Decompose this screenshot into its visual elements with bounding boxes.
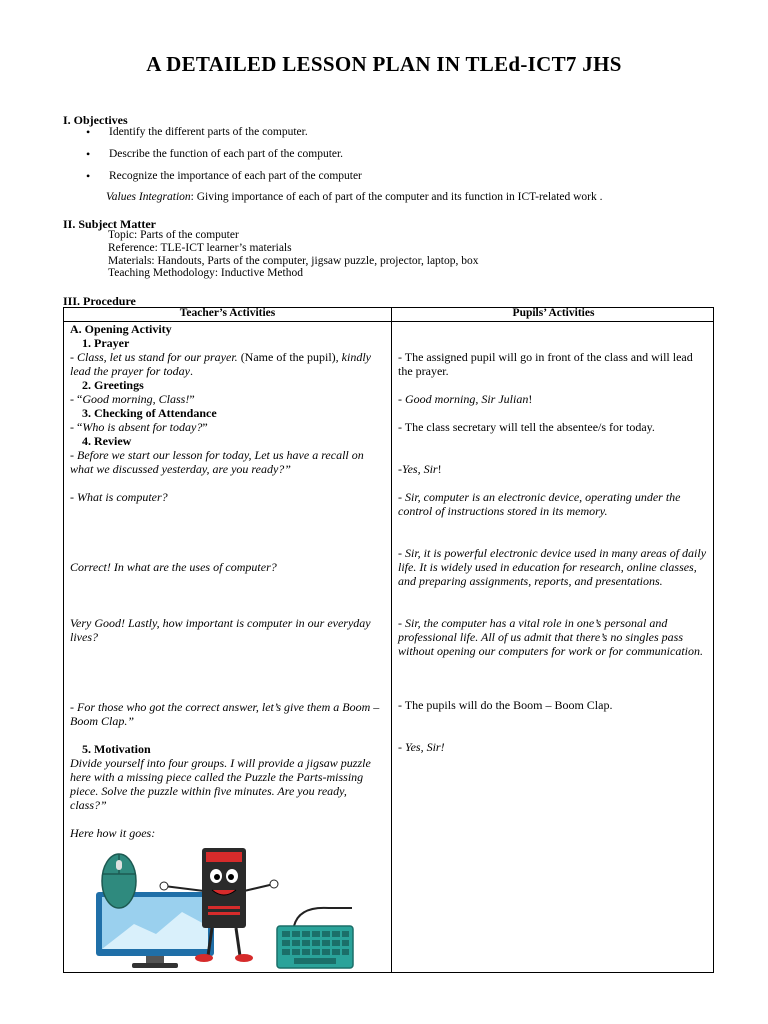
review-pupils: -Yes, Sir! bbox=[398, 462, 442, 476]
computer-parts-clipart bbox=[94, 846, 354, 971]
subject-matter-details bbox=[108, 229, 479, 280]
procedure-table bbox=[63, 307, 714, 973]
review-teacher: - Before we start our lesson for today, Let us have a recall on what we discussed yesterday, are you ready?” bbox=[70, 448, 364, 476]
pupils-activities-header: Pupils’ Activities bbox=[512, 307, 595, 319]
bullet-icon: • bbox=[86, 169, 91, 183]
subject-methodology: Teaching Methodology: Inductive Method bbox=[108, 267, 303, 280]
opening-activity-heading: A. Opening Activity bbox=[70, 322, 172, 336]
review-heading: 4. Review bbox=[82, 434, 132, 448]
mouse-icon bbox=[102, 854, 136, 908]
objective-item: • Describe the function of each part of the computer. bbox=[86, 147, 344, 161]
motivation-pupils: - Yes, Sir! bbox=[398, 740, 445, 754]
attendance-teacher: - “Who is absent for today?” bbox=[70, 420, 208, 434]
subject-materials: Materials: Handouts, Parts of the computer, jigsaw puzzle, projector, laptop, box bbox=[108, 254, 479, 267]
question-uses-of-computer: Correct! In what are the uses of computer? bbox=[70, 560, 277, 574]
boom-clap-teacher: - For those who got the correct answer, let’s give them a Boom – Boom Clap.” bbox=[70, 700, 380, 728]
answer-importance-of-computer: - Sir, the computer has a vital role in one’s personal and professional life. All of us admit that there’s no singles pass without opening our computers for work or for communication. bbox=[398, 616, 703, 658]
attendance-pupils: - The class secretary will tell the absentee/s for today. bbox=[398, 420, 655, 434]
question-what-is-computer: - What is computer? bbox=[70, 490, 168, 504]
teacher-activities-header: Teacher’s Activities bbox=[179, 307, 276, 319]
greetings-pupils: - Good morning, Sir Julian! bbox=[398, 392, 533, 406]
greetings-heading: 2. Greetings bbox=[82, 378, 144, 392]
prayer-heading: 1. Prayer bbox=[82, 336, 130, 350]
document-title: A DETAILED LESSON PLAN IN TLEd-ICT7 JHS bbox=[146, 52, 622, 76]
attendance-heading: 3. Checking of Attendance bbox=[82, 406, 217, 420]
boom-clap-pupils: - The pupils will do the Boom – Boom Clap. bbox=[398, 698, 613, 712]
values-integration: Values Integration: Giving importance of each of part of the computer and its function in ICT-related work . bbox=[106, 191, 603, 203]
bullet-icon: • bbox=[86, 125, 91, 139]
keyboard-icon bbox=[277, 908, 353, 968]
answer-what-is-computer: - Sir, computer is an electronic device, operating under the control of instructions stored in its memory. bbox=[398, 490, 681, 518]
subject-topic: Topic: Parts of the computer bbox=[108, 229, 239, 241]
motivation-teacher: Divide yourself into four groups. I will provide a jigsaw puzzle here with a missing piece called the Puzzle the Parts-missing piece. Solve the puzzle within five minutes. Are you ready, class?” bbox=[70, 756, 371, 812]
bullet-icon: • bbox=[86, 147, 91, 161]
motivation-heading: 5. Motivation bbox=[82, 742, 151, 756]
objective-item: • Identify the different parts of the computer. bbox=[86, 125, 308, 139]
subject-reference: Reference: TLE-ICT learner’s materials bbox=[108, 241, 292, 254]
here-how-it-goes: Here how it goes: bbox=[70, 826, 156, 840]
objectives-list bbox=[86, 125, 362, 191]
objectives-heading: I. Objectives bbox=[63, 113, 128, 127]
procedure-heading: III. Procedure bbox=[63, 294, 136, 308]
question-importance-of-computer: Very Good! Lastly, how important is computer in our everyday lives? bbox=[70, 616, 371, 644]
table-header bbox=[64, 308, 713, 322]
greetings-teacher: - “Good morning, Class!” bbox=[70, 392, 195, 406]
prayer-teacher: - Class, let us stand for our prayer. (Name of the pupil), kindly lead the prayer for today. bbox=[70, 350, 371, 378]
answer-uses-of-computer: - Sir, it is powerful electronic device used in many areas of daily life. It is widely used in education for research, online classes, and preparing assignments, reports, and presentations. bbox=[398, 546, 707, 588]
prayer-pupils: - The assigned pupil will go in front of the class and will lead the prayer. bbox=[398, 350, 693, 378]
subject-matter-heading: II. Subject Matter bbox=[63, 217, 156, 231]
objective-item: • Recognize the importance of each part of the computer bbox=[86, 169, 362, 183]
